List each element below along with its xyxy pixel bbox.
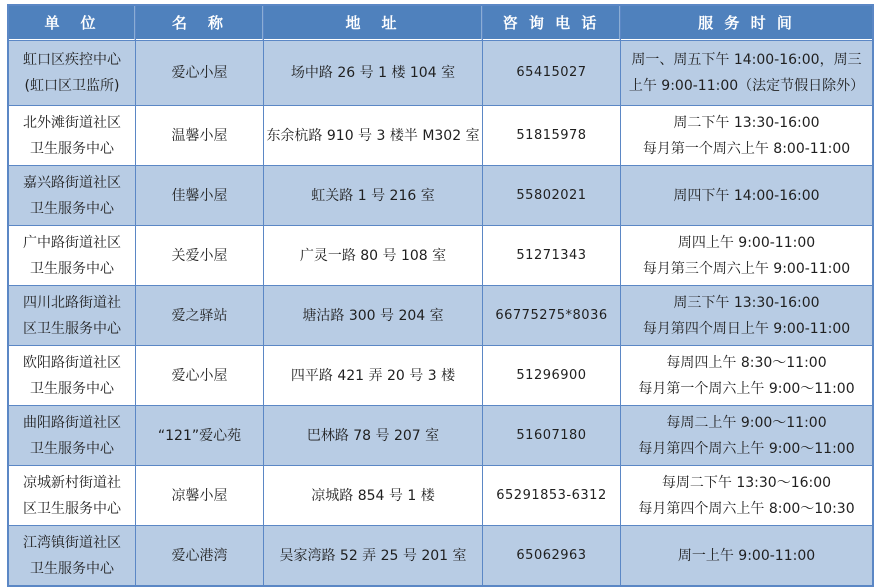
unit-text: 区卫生服务中心 xyxy=(23,320,121,337)
phone-text: 66775275*8036 xyxy=(495,307,608,323)
cell-address xyxy=(264,466,482,525)
cell-name xyxy=(136,406,263,465)
name-text: 爱之驿站 xyxy=(171,307,228,324)
name-text: 关爱小屋 xyxy=(171,247,228,264)
phone-text: 51296900 xyxy=(516,367,587,383)
cell-hours xyxy=(621,526,872,585)
address-text: 巴林路 78 号 207 室 xyxy=(306,427,440,444)
name-text: 爱心小屋 xyxy=(171,65,228,81)
cell-phone xyxy=(483,41,620,105)
unit-text: 卫生服务中心 xyxy=(30,140,114,157)
cell-phone xyxy=(483,346,620,405)
hours-text: 每月第四个周六上午 9:00～11:00 xyxy=(638,440,855,457)
cell-phone xyxy=(483,466,620,525)
cell-address xyxy=(264,226,482,285)
cell-unit xyxy=(9,526,135,585)
hours-text: 每月第一个周六上午 8:00-11:00 xyxy=(642,140,851,157)
cell-address xyxy=(264,106,482,165)
address-text: 塘沽路 300 号 204 室 xyxy=(302,307,444,324)
hours-text: 周三下午 13:30-16:00 xyxy=(673,294,820,311)
unit-text: 广中路街道社区 xyxy=(23,234,121,251)
phone-text: 65415027 xyxy=(516,65,587,80)
hours-text: 每月第一个周六上午 9:00～11:00 xyxy=(638,380,855,397)
cell-hours xyxy=(621,166,872,225)
cell-address xyxy=(264,406,482,465)
cell-phone xyxy=(483,166,620,225)
address-text: 虹关路 1 号 216 室 xyxy=(311,187,435,204)
cell-unit xyxy=(9,466,135,525)
cell-phone xyxy=(483,526,620,585)
cell-unit xyxy=(9,286,135,345)
cell-phone xyxy=(483,226,620,285)
phone-text: 51607180 xyxy=(516,427,587,443)
cell-unit xyxy=(9,41,135,105)
name-text: “121”爱心苑 xyxy=(157,427,242,444)
column-header-hours: 服 务 时 间 xyxy=(621,6,872,40)
cell-unit xyxy=(9,106,135,165)
phone-text: 65062963 xyxy=(516,547,587,563)
unit-text: 嘉兴路街道社区 xyxy=(23,174,121,191)
cell-address xyxy=(264,286,482,345)
cell-hours xyxy=(621,466,872,525)
address-text: 凉城路 854 号 1 楼 xyxy=(311,487,435,504)
cell-name xyxy=(136,226,263,285)
column-header-name: 名 称 xyxy=(136,6,263,40)
unit-text: 卫生服务中心 xyxy=(30,260,114,277)
name-text: 凉馨小屋 xyxy=(171,487,228,504)
unit-text: 北外滩街道社区 xyxy=(23,114,121,131)
hours-text: 周四上午 9:00-11:00 xyxy=(677,234,816,251)
cell-address xyxy=(264,346,482,405)
hours-text: 每周二上午 9:00～11:00 xyxy=(666,414,827,431)
cell-hours xyxy=(621,286,872,345)
cell-phone xyxy=(483,406,620,465)
phone-text: 65291853-6312 xyxy=(496,487,607,503)
cell-unit xyxy=(9,226,135,285)
phone-text: 51271343 xyxy=(516,247,587,263)
name-text: 爱心小屋 xyxy=(171,367,228,384)
address-text: 广灵一路 80 号 108 室 xyxy=(299,247,447,264)
phone-text: 55802021 xyxy=(516,187,587,203)
hours-text: 每月第四个周日上午 9:00-11:00 xyxy=(642,320,851,337)
column-header-address: 地 址 xyxy=(264,6,482,40)
service-points-table xyxy=(7,4,874,587)
hours-text: 每周四上午 8:30～11:00 xyxy=(666,354,827,371)
cell-address xyxy=(264,41,482,105)
unit-text: 卫生服务中心 xyxy=(30,200,114,217)
column-header-phone: 咨 询 电 话 xyxy=(483,6,620,40)
unit-text: 卫生服务中心 xyxy=(30,560,114,577)
address-text: 东余杭路 910 号 3 楼半 M302 室 xyxy=(266,127,480,144)
unit-text: 虹口区疾控中心 xyxy=(23,52,121,68)
hours-text: 周一、周五下午 14:00-16:00，周三上午 9:00-11:00（法定节假日除外） xyxy=(628,52,865,94)
cell-hours xyxy=(621,106,872,165)
cell-name xyxy=(136,346,263,405)
cell-name xyxy=(136,41,263,105)
cell-hours xyxy=(621,41,872,105)
address-text: 场中路 26 号 1 楼 104 室 xyxy=(290,65,456,81)
phone-text: 51815978 xyxy=(516,127,587,143)
unit-text: 江湾镇街道社区 xyxy=(23,534,121,551)
hours-text: 周一上午 9:00-11:00 xyxy=(677,547,816,564)
column-header-unit: 单 位 xyxy=(9,6,135,40)
unit-text: 区卫生服务中心 xyxy=(23,500,121,517)
cell-phone xyxy=(483,106,620,165)
address-text: 四平路 421 弄 20 号 3 楼 xyxy=(290,367,456,384)
unit-text: 欧阳路街道社区 xyxy=(23,354,121,371)
cell-unit xyxy=(9,406,135,465)
hours-text: 每周二下午 13:30～16:00 xyxy=(661,474,832,491)
cell-hours xyxy=(621,346,872,405)
cell-unit xyxy=(9,166,135,225)
cell-phone xyxy=(483,286,620,345)
hours-text: 周二下午 13:30-16:00 xyxy=(673,114,820,131)
unit-text: 曲阳路街道社区 xyxy=(23,414,121,431)
cell-name xyxy=(136,166,263,225)
unit-text: 卫生服务中心 xyxy=(30,380,114,397)
hours-text: 每月第三个周六上午 9:00-11:00 xyxy=(642,260,851,277)
cell-address xyxy=(264,526,482,585)
unit-text: 四川北路街道社 xyxy=(23,294,121,311)
cell-name xyxy=(136,106,263,165)
address-text: 吴家湾路 52 弄 25 号 201 室 xyxy=(279,547,467,564)
name-text: 温馨小屋 xyxy=(171,127,228,144)
name-text: 佳馨小屋 xyxy=(171,187,228,204)
cell-name xyxy=(136,466,263,525)
name-text: 爱心港湾 xyxy=(171,547,228,564)
unit-text: 卫生服务中心 xyxy=(30,440,114,457)
cell-unit xyxy=(9,346,135,405)
cell-address xyxy=(264,166,482,225)
hours-text: 每月第四个周六上午 8:00～10:30 xyxy=(638,500,855,517)
hours-text: 周四下午 14:00-16:00 xyxy=(673,187,820,204)
unit-text: 凉城新村街道社 xyxy=(23,474,121,491)
cell-name xyxy=(136,286,263,345)
unit-text: (虹口区卫监所) xyxy=(24,78,120,94)
cell-hours xyxy=(621,406,872,465)
cell-name xyxy=(136,526,263,585)
cell-hours xyxy=(621,226,872,285)
